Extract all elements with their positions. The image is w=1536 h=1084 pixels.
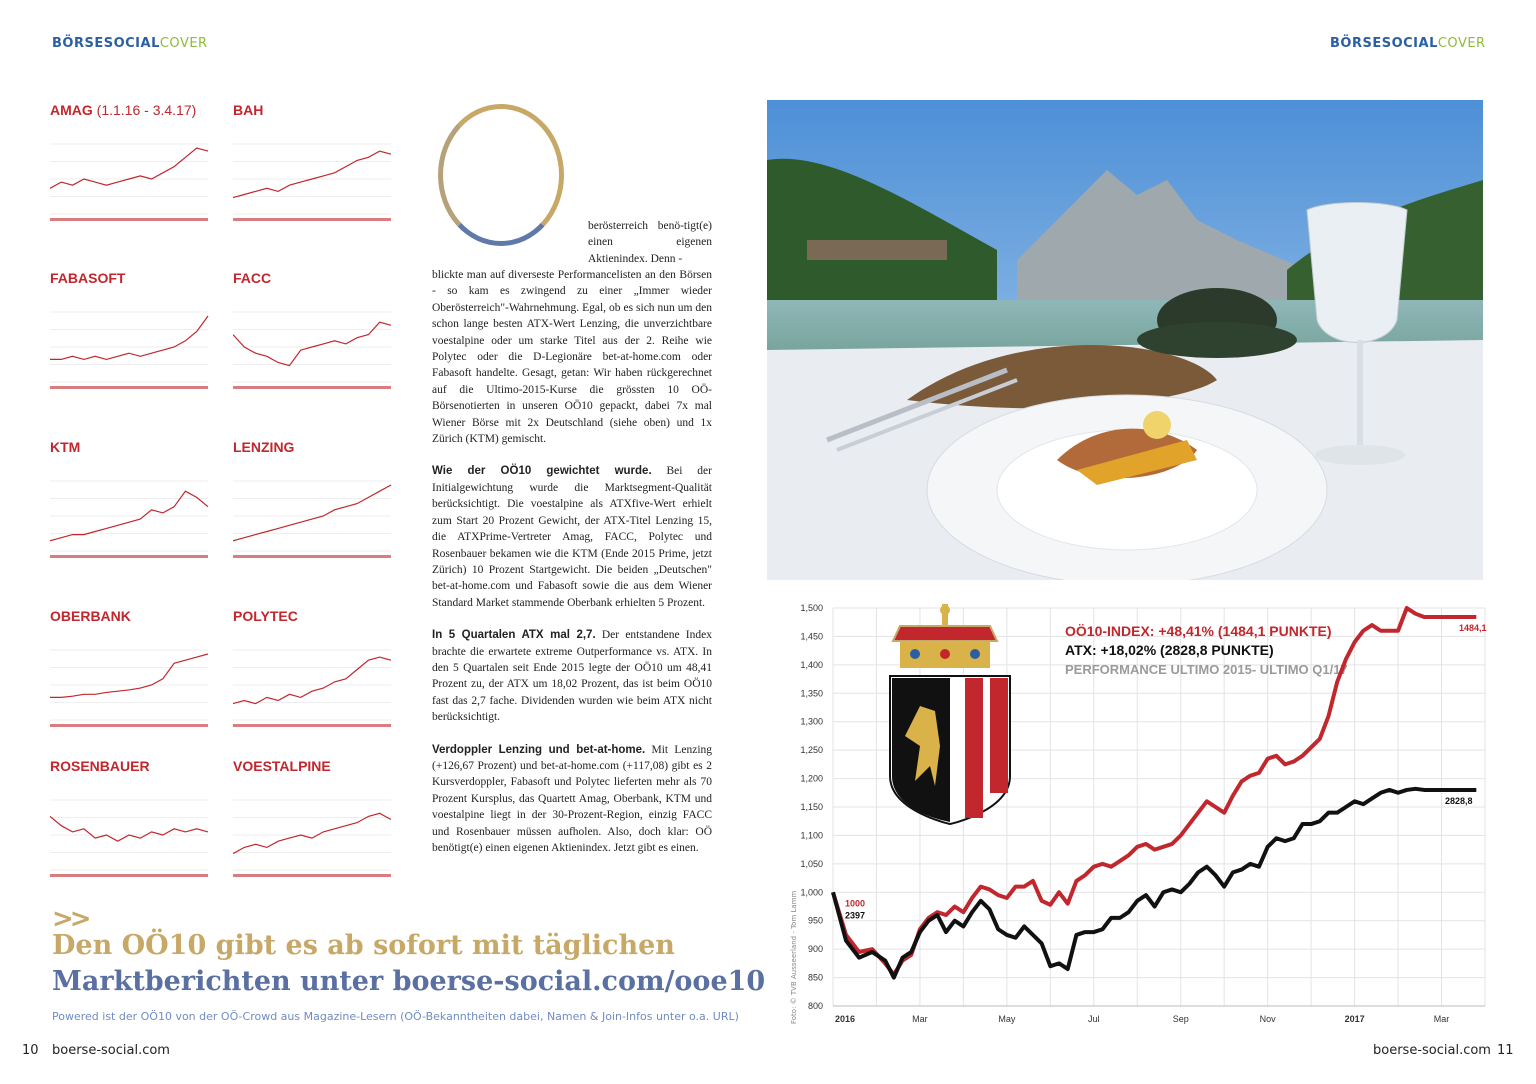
y-tick-label: 1,150 — [800, 802, 823, 812]
minichart-volume — [50, 218, 208, 221]
chart-caption: PERFORMANCE ULTIMO 2015- ULTIMO Q1/17 — [1065, 662, 1348, 677]
x-tick-label: 2016 — [834, 1014, 856, 1024]
start-label-oo10: 1000 — [845, 898, 866, 909]
start-label-atx: 2397 — [845, 910, 866, 921]
minichart-lenzing: LENZING — [233, 445, 393, 555]
minichart-volume — [233, 555, 391, 558]
page-header-right: BÖRSESOCIALCOVER — [1330, 36, 1486, 51]
minichart-bah-plot — [233, 140, 393, 230]
minichart-fabasoft-plot — [50, 308, 210, 398]
x-tick-label: May — [998, 1014, 1016, 1024]
minichart-voestalpine-plot — [233, 796, 393, 886]
minichart-line — [233, 485, 391, 541]
chart-x-ticks — [835, 1014, 1449, 1024]
article-paragraph-4: Verdoppler Lenzing und bet-at-home. Mit Lenzing (+126,67 Prozent) und bet-at-home.com (+117,08) gibt es 2 Kursverdoppler, Fabasoft und Polytec lieferten mehr als 70 Prozent Kursplus, das Quartett Amag, Oberbank, KTM und voestalpine liegt in der 30-Prozent-Region, einzig FACC und Rosenbauer müssen aufholen. Also, doch klar: OÖ benötigt(e) einen eigenen Aktienindex. Jetzt gibt es einen. — [432, 743, 713, 854]
minichart-line — [233, 657, 391, 704]
minichart-volume — [233, 386, 391, 389]
x-tick-label: Jul — [1088, 1014, 1100, 1024]
minichart-volume — [233, 874, 391, 877]
minichart-facc-plot — [233, 308, 393, 398]
y-tick-label: 1,200 — [800, 773, 823, 784]
footer-site-right[interactable]: boerse-social.com — [1373, 1043, 1491, 1058]
minichart-line — [233, 151, 391, 198]
promo-line-2[interactable]: Marktberichten unter boerse-social.com/ooe10 — [52, 966, 766, 997]
minichart-line — [50, 816, 208, 841]
minichart-rosenbauer-plot — [50, 796, 210, 886]
minichart-fabasoft: FABASOFT — [50, 276, 210, 386]
minichart-oberbank: OBERBANK — [50, 614, 210, 724]
y-tick-label: 950 — [807, 915, 823, 926]
x-tick-label: Mar — [912, 1014, 928, 1024]
promo-arrows: >> — [52, 904, 88, 934]
y-tick-label: 1,300 — [800, 716, 823, 727]
y-tick-label: 900 — [807, 944, 823, 955]
minichart-voestalpine: VOESTALPINE — [233, 764, 393, 874]
minichart-rosenbauer: ROSENBAUER — [50, 764, 210, 874]
chart-y-ticks — [800, 603, 823, 1011]
article-body — [432, 267, 712, 872]
minichart-line — [233, 813, 391, 853]
minichart-volume — [50, 386, 208, 389]
x-tick-label: Mar — [1433, 1014, 1450, 1024]
y-tick-label: 1,450 — [800, 631, 823, 642]
minichart-oberbank-plot — [50, 646, 210, 736]
minichart-polytec: POLYTEC — [233, 614, 393, 724]
upper-austria-coat-of-arms — [890, 604, 1010, 824]
article-paragraph-2: Wie der OÖ10 gewichtet wurde. Bei der Initialgewichtung wurde die Marktsegment-Qualität berücksichtigt. Die voestalpine als ATXfive-Wert erhielt zum Start 20 Prozent Gewicht, der ATX-Titel Lenzing 15, die ATXPrime-Vertreter Amag, FACC, Polytec und Rosenbauer bekamen wie die KTM (Ende 2015 Prime, jetzt Zürich) 10 Prozent Startgewicht. Die beiden „Deutschen" bet-at-home.com und Fabasoft sowie die aus dem Wiener Standard Market stammende Oberbank erhielten 5 Prozent. — [432, 465, 712, 609]
page-number-right: 11 — [1497, 1043, 1514, 1058]
photo-credit: Foto: © TVB Ausseerland - Tom Lamm — [790, 890, 798, 1024]
minichart-volume — [233, 218, 391, 221]
x-tick-label: Nov — [1259, 1014, 1276, 1024]
chart-title: OÖ10-INDEX: +48,41% (1484,1 PUNKTE) — [1065, 623, 1332, 639]
minichart-amag-plot — [50, 140, 210, 230]
minichart-volume — [50, 724, 208, 727]
y-tick-label: 1,350 — [800, 688, 823, 699]
lake-dining-photo — [767, 100, 1483, 580]
y-tick-label: 800 — [807, 1001, 823, 1011]
minichart-line — [50, 316, 208, 359]
chart-subtitle: ATX: +18,02% (2828,8 PUNKTE) — [1065, 642, 1274, 658]
minichart-line — [50, 654, 208, 697]
minichart-amag: AMAG (1.1.16 - 3.4.17) — [50, 108, 210, 218]
y-tick-label: 1,000 — [800, 887, 823, 898]
dropcap-o — [438, 104, 564, 246]
end-label-atx: 2828,8 — [1445, 795, 1473, 806]
page-header-left: BÖRSESOCIALCOVER — [52, 36, 208, 51]
y-tick-label: 1,250 — [800, 745, 823, 756]
oo10-performance-chart — [775, 596, 1495, 1036]
minichart-volume — [50, 555, 208, 558]
promo-line-1: Den OÖ10 gibt es ab sofort mit täglichen — [52, 930, 675, 961]
y-tick-label: 1,050 — [800, 858, 823, 869]
minichart-ktm: KTM — [50, 445, 210, 555]
minichart-line — [233, 322, 391, 365]
footer-site-left[interactable]: boerse-social.com — [52, 1043, 170, 1058]
minichart-volume — [50, 874, 208, 877]
y-tick-label: 850 — [807, 972, 823, 983]
x-tick-label: 2017 — [1344, 1014, 1365, 1024]
y-tick-label: 1,400 — [800, 659, 823, 670]
minichart-facc: FACC — [233, 276, 393, 386]
end-label-oo10: 1484,1 — [1459, 623, 1487, 634]
powered-note: Powered ist der OÖ10 von der OÖ-Crowd aus Magazine-Lesern (OÖ-Bekanntheiten dabei, Namen & Join-Infos unter o.a. URL) — [52, 1010, 739, 1023]
article-intro-rest: blickte man auf diverseste Performancelisten an den Börsen - so kam es zwingend zu einer „Immer wieder Oberösterreich"-Wahrnehmung. Egal, ob es sich nun um den schon lange besten ATX-Wert Lenzing, die unverzichtbare voestalpine oder um starke Titel aus der 2. Reihe wie Polytec oder die D-Legionäre bet-at-home.com oder Fabasoft handelte. Gesagt, getan: Wir haben rückgerechnet auf die Ultimo-2015-Kurse die grössten 10 OÖ-Börsenotierten in unseren OÖ10 gepackt, dabei 7x mal Wiener Börse mit 2x Deutschland (siehe oben) und 1x Zürich (KTM) gemischt. — [432, 269, 712, 446]
y-tick-label: 1,500 — [800, 603, 823, 613]
y-tick-label: 1,100 — [800, 830, 823, 841]
article-intro-first: berösterreich benö-tigt(e) einen eigenen Aktienindex. Denn - — [588, 220, 712, 265]
minichart-lenzing-plot — [233, 477, 393, 567]
minichart-line — [50, 148, 208, 188]
article-paragraph-3: In 5 Quartalen ATX mal 2,7. Der entstandene Index brachte die erwartete extreme Outperformance vs. ATX. In den 5 Quartalen seit Ende 2015 legte der OÖ10 um 48,41 Prozent zu, der ATX um 18,02 Prozent, das ist beim OÖ10 fast das 2,7 fache. Dividenden wurden wie beim ATX nicht berücksichtigt. — [432, 629, 712, 724]
minichart-bah: BAH — [233, 108, 393, 218]
x-tick-label: Sep — [1172, 1014, 1189, 1024]
page-number-left: 10 — [22, 1043, 39, 1058]
minichart-ktm-plot — [50, 477, 210, 567]
minichart-volume — [233, 724, 391, 727]
minichart-polytec-plot — [233, 646, 393, 736]
